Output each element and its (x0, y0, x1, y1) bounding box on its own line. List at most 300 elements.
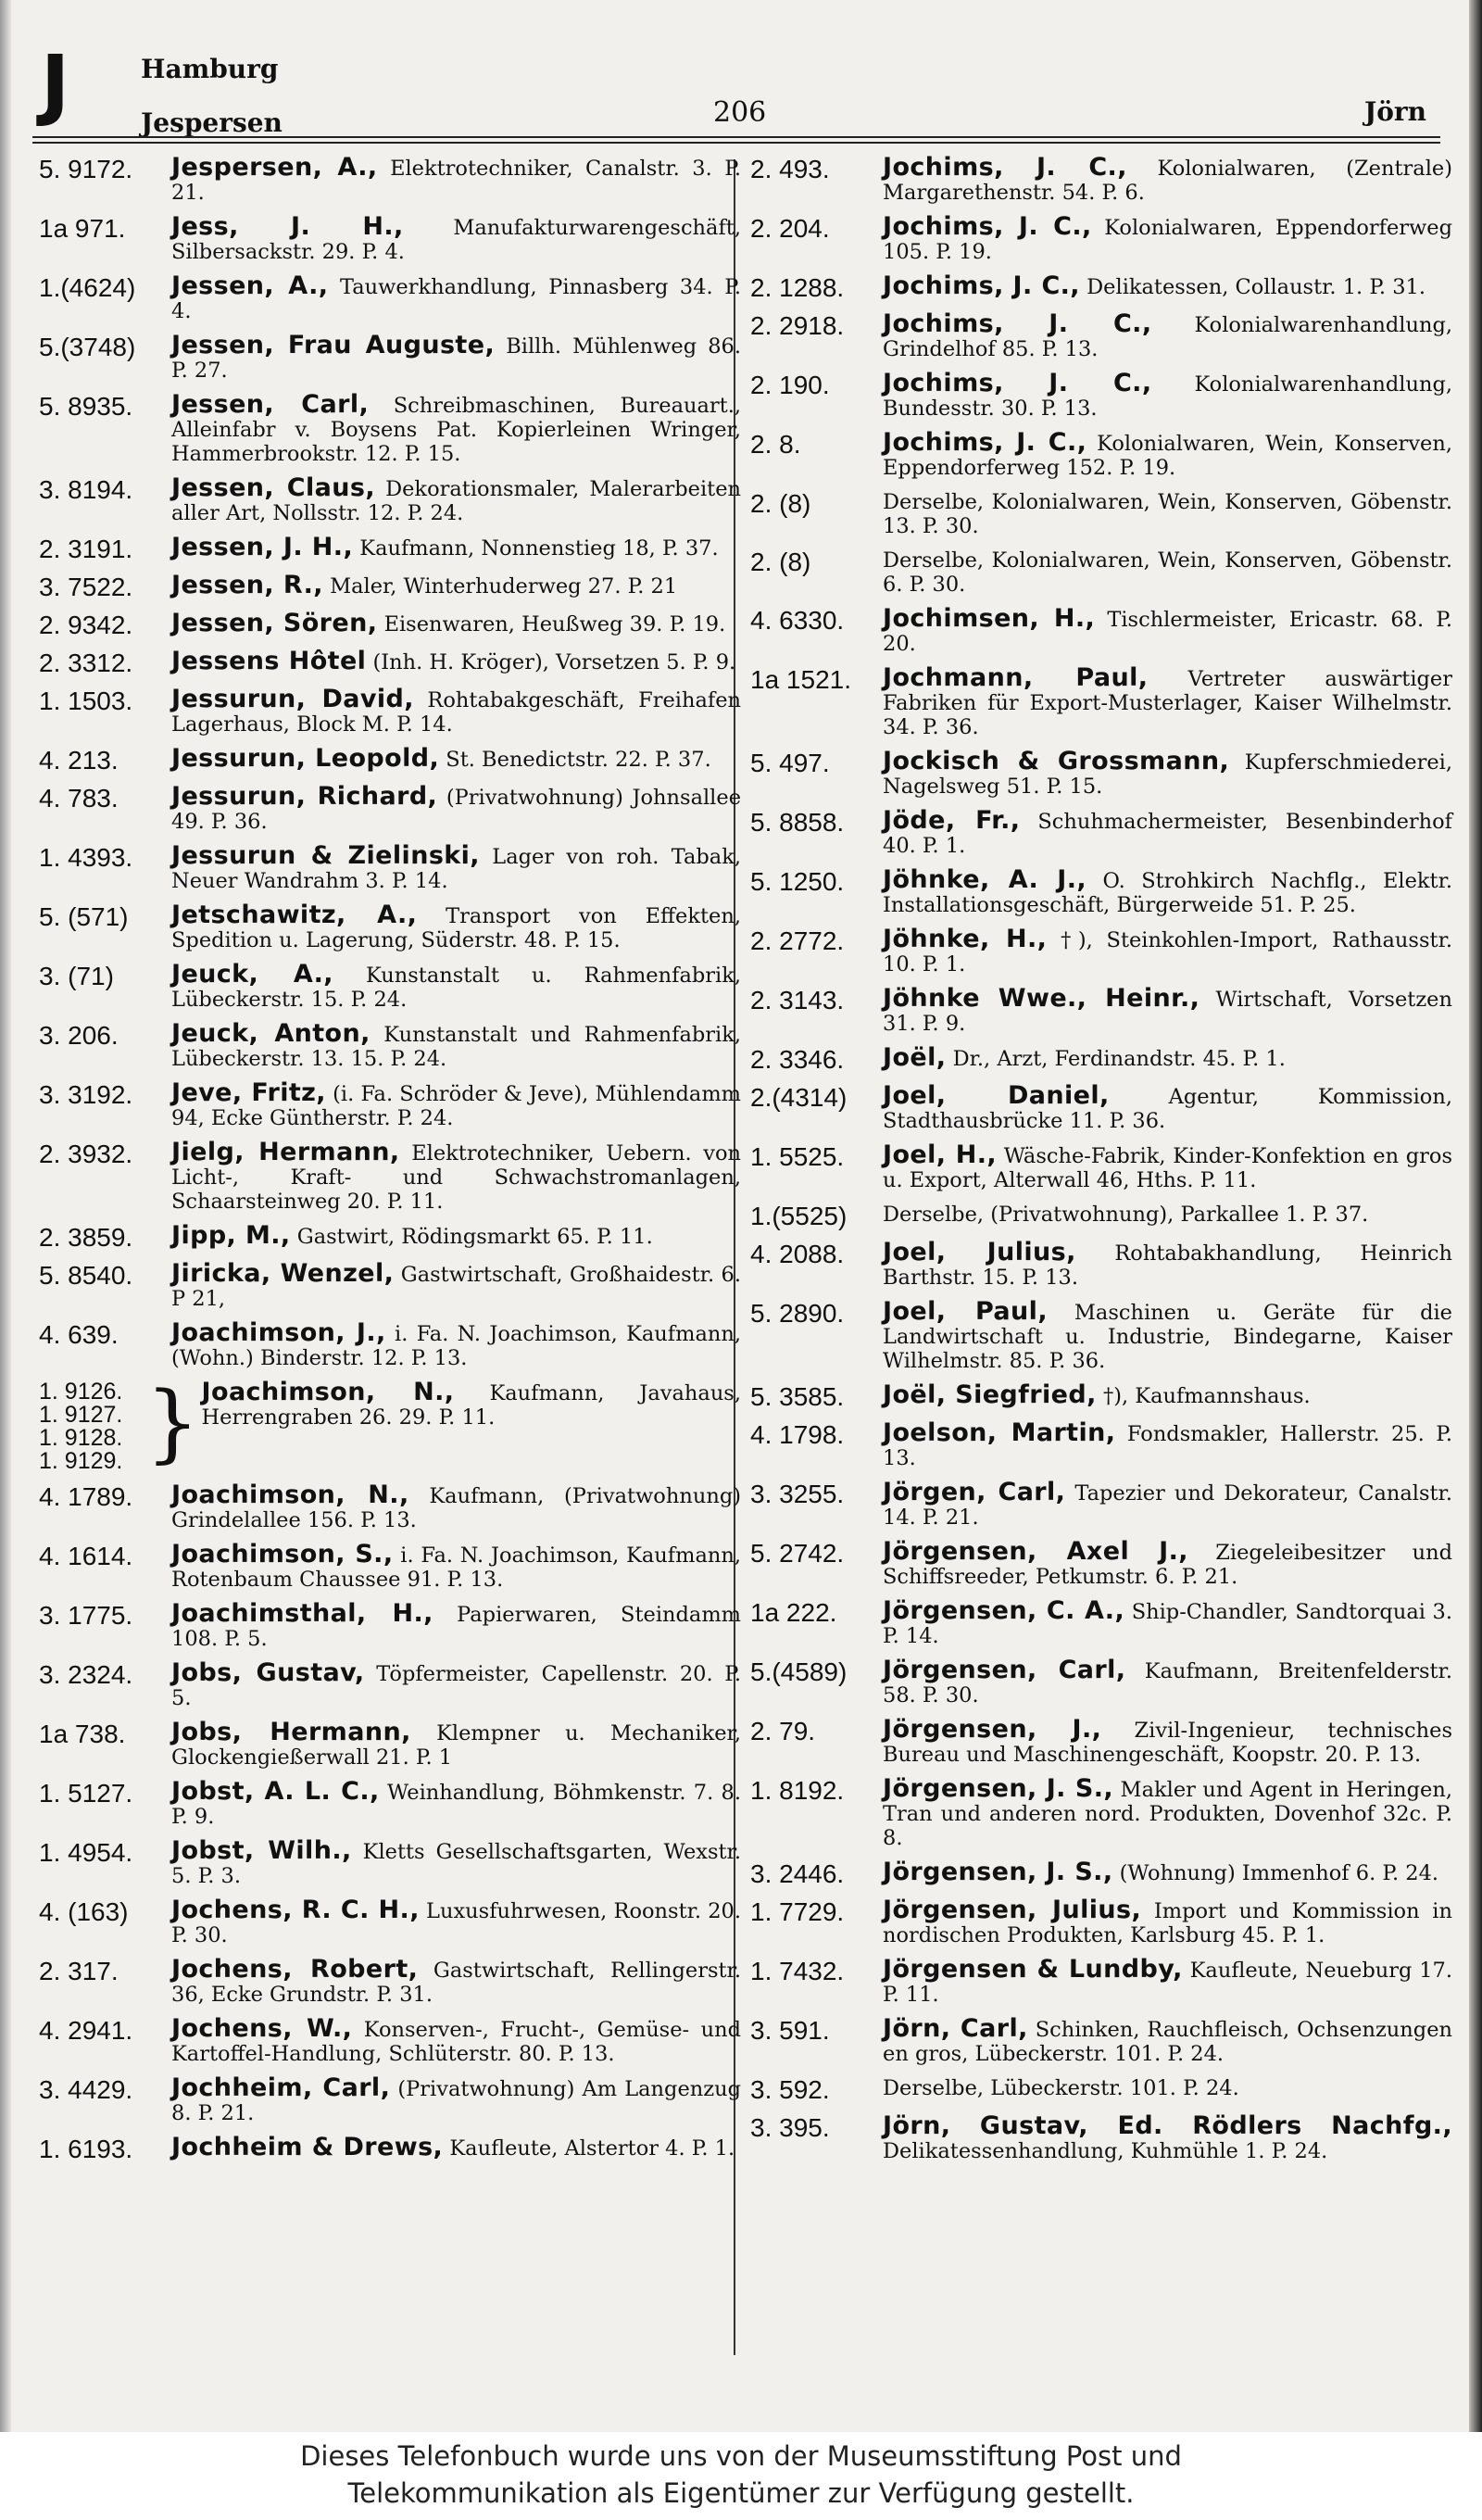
entry-name: Jeuck, Anton, (171, 1019, 370, 1048)
phone-number: 2. 2918. (750, 311, 845, 340)
phone-number: 5. 2890. (750, 1299, 845, 1328)
phone-number: 3. 2446. (750, 1859, 845, 1888)
entry-details: (Wohnung) Immenhof 6. P. 24. (1119, 1861, 1439, 1885)
phone-number: 4. 2088. (750, 1240, 845, 1268)
directory-entry (39, 2133, 741, 2163)
phone-number: 4. 639. (39, 1320, 119, 1349)
entry-text (883, 663, 1453, 739)
directory-entry (39, 1318, 741, 1370)
directory-entry (39, 1221, 741, 1252)
entry-text (883, 1898, 1452, 1947)
directory-entry (750, 1140, 1452, 1192)
phone-number: 3. 8194. (39, 475, 133, 504)
directory-entry (750, 1081, 1452, 1133)
phone-number: 3. 3192. (39, 1080, 133, 1109)
entry-details: Kaufleute, Neueburg 17. P. 11. (883, 1959, 1452, 2007)
directory-entry (39, 271, 741, 323)
directory-entry (39, 2014, 741, 2066)
phone-number: 2. 3312. (39, 649, 133, 677)
entry-details: St. Benedictstr. 22. P. 37. (446, 748, 711, 772)
entry-details: Kaufmann, Javahaus, Herrengraben 26. 29. P. 11. (201, 1381, 742, 1430)
entry-text (171, 903, 741, 952)
entry-details: Tauwerkhandlung, Pinnasberg 34. P. 4. (171, 275, 741, 323)
entry-name: Jessens Hôtel (171, 647, 367, 675)
entry-details: Kolonialwarenhandlung, Bundesstr. 30. P. 13. (883, 372, 1452, 421)
directory-entry (39, 1898, 741, 1947)
entry-text (883, 1955, 1452, 2007)
phone-number: 2. 2772. (750, 926, 845, 955)
entry-details: Kolonialwaren, (Zentrale) Margarethenstr. 54. P. 6. (883, 157, 1452, 205)
header-rule-bottom (32, 142, 1440, 144)
phone-number: 1. 9128. (39, 1425, 123, 1451)
phone-number: 2. 204. (750, 214, 830, 243)
phone-number: 2. (8) (750, 489, 811, 518)
entry-text (883, 212, 1453, 264)
directory-entry (39, 611, 741, 639)
entry-details: Schuhmachermeister, Besenbinderhof 40. P. 1. (883, 810, 1453, 858)
phone-number: 2. 3346. (750, 1045, 845, 1074)
directory-entry (39, 1480, 741, 1532)
entry-text (883, 1658, 1452, 1707)
entry-details: Kaufmann, (Privatwohnung) Grindelallee 156. P. 13. (171, 1484, 741, 1532)
phone-number: 2. 3191. (39, 535, 133, 563)
phone-number: 4. 1614. (39, 1542, 133, 1570)
entry-details: Weinhandlung, Böhmkenstr. 7. 8. P. 9. (171, 1781, 742, 1829)
entry-details: Kaufmann, Nonnenstieg 18, P. 37. (359, 536, 719, 561)
entry-name: Jochims, J. C., (883, 428, 1087, 457)
entry-name: Jessurun & Zielinski, (171, 841, 480, 870)
phone-number: 2. 190. (750, 371, 830, 399)
phone-number: 3. 7522. (39, 573, 133, 601)
entry-text (883, 984, 1452, 1036)
entry-text (171, 1221, 741, 1250)
directory-entry (39, 1540, 742, 1592)
entry-name: Jetschawitz, A., (171, 901, 418, 929)
entry-text (171, 1140, 741, 1214)
phone-number: 2. 79. (750, 1717, 816, 1745)
directory-entry (750, 548, 1452, 597)
entry-name: Jochimsen, H., (883, 604, 1096, 633)
phone-number: 3. 592. (750, 2075, 830, 2104)
directory-entry (39, 1078, 741, 1130)
phone-number: 1. 9127. (39, 1402, 123, 1428)
directory-entry (39, 1019, 742, 1071)
phone-number: 1. 7729. (750, 1897, 845, 1926)
entry-text (883, 428, 1452, 480)
right-column (750, 153, 1453, 2174)
phone-number: 2. (8) (750, 548, 811, 576)
entry-name: Jessen, Sören, (171, 609, 378, 637)
entry-text (171, 573, 741, 598)
directory-entry (39, 1836, 741, 1888)
phone-number: 1. 5127. (39, 1779, 133, 1808)
entry-details: †), Steinkohlen-Import, Rathausstr. 10. P. 1. (883, 928, 1452, 976)
phone-number: 1.(4624) (39, 273, 136, 302)
entry-details: Maschinen u. Geräte für die Landwirtschaft u. Industrie, Bindegarne, Kaiser Wilhelmstr. 85. P. 36. (883, 1301, 1452, 1373)
entry-text (171, 1599, 741, 1651)
directory-entry (750, 2076, 1452, 2104)
entry-text (883, 806, 1453, 858)
phone-number: 5. (571) (39, 902, 129, 931)
entry-text (171, 153, 742, 205)
entry-details: Kolonialwaren, Wein, Konserven, Eppendorferweg 152. P. 19. (883, 432, 1452, 480)
phone-number: 3. 395. (750, 2113, 830, 2142)
entry-details: (Privatwohnung) Am Langenzug 8. P. 21. (171, 2077, 741, 2125)
phone-number: 2. 3932. (39, 1140, 133, 1168)
phone-number: 1a 1521. (750, 665, 851, 694)
directory-entry (750, 984, 1452, 1036)
entry-text (171, 271, 741, 323)
entry-name: Joël, Siegfried, (883, 1380, 1097, 1409)
left-column (39, 153, 742, 2174)
entry-details: Derselbe, Lübeckerstr. 101. P. 24. (883, 2076, 1239, 2100)
entry-name: Jochims, J. C., (883, 212, 1092, 241)
entry-details: Rohtabakhandlung, Heinrich Barthstr. 15. P. 13. (883, 1241, 1452, 1290)
header-rule-top (32, 136, 1440, 138)
page-number: 206 (713, 96, 767, 129)
phone-number: 1a 738. (39, 1720, 126, 1748)
directory-entry (39, 1955, 741, 2007)
entry-details: Kaufmann, Breitenfelderstr. 58. P. 30. (883, 1659, 1452, 1707)
entry-name: Joachimsthal, H., (171, 1599, 433, 1628)
entry-details: Gastwirt, Rödingsmarkt 65. P. 11. (296, 1225, 653, 1249)
directory-entry (39, 1140, 741, 1214)
directory-entry (750, 1418, 1453, 1470)
directory-entry (39, 390, 741, 466)
phone-number: 5. 497. (750, 749, 830, 777)
entry-details: Derselbe, Kolonialwaren, Wein, Konserven, Göbenstr. 6. P. 30. (883, 548, 1452, 597)
entry-details: Lager von roh. Tabak, Neuer Wandrahm 3. P. 14. (171, 845, 741, 893)
entry-text (171, 1259, 741, 1311)
directory-entry (750, 271, 1452, 302)
entry-name: Jochheim, Carl, (171, 2073, 391, 2102)
phone-number: 1. 5525. (750, 1142, 845, 1171)
phone-number: 4. 213. (39, 746, 119, 775)
entry-name: Jochens, Robert, (171, 1955, 419, 1984)
phone-number: 1. 7432. (750, 1957, 845, 1985)
directory-entry (39, 1373, 742, 1474)
entry-text (171, 212, 741, 264)
entry-name: Jessurun, David, (171, 685, 414, 713)
entry-text (171, 2073, 741, 2125)
directory-entry (750, 1043, 1452, 1074)
directory-entry (39, 331, 742, 383)
entry-text (171, 1019, 742, 1071)
directory-entry (750, 1238, 1452, 1290)
entry-details: Wäsche-Fabrik, Kinder-Konfektion en gros u. Export, Alterwall 46, Hths. P. 11. (883, 1144, 1452, 1192)
entry-name: Jörgensen, Carl, (883, 1656, 1126, 1684)
entry-text (171, 1318, 741, 1370)
entry-details: Rohtabakgeschäft, Freihafen Lagerhaus, Block M. P. 14. (171, 688, 741, 737)
phone-number: 1. 9126. (39, 1379, 123, 1405)
directory-entry (39, 903, 741, 952)
phone-number: 3. 3255. (750, 1480, 845, 1508)
entry-text (171, 1777, 742, 1829)
directory-entry (39, 960, 741, 1012)
entry-text (883, 1596, 1452, 1648)
entry-name: Jeuck, A., (171, 960, 333, 989)
entry-text (883, 1203, 1452, 1227)
entry-name: Jess, J. H., (171, 212, 404, 241)
entry-details: Ziegeleibesitzer und Schiffsreeder, Petkumstr. 6. P. 21. (883, 1541, 1452, 1589)
phone-number: 1. 8192. (750, 1776, 845, 1805)
entry-details: †), Kaufmannshaus. (1102, 1384, 1311, 1408)
phone-number: 2. 1288. (750, 273, 845, 302)
entry-details: Dekorationsmaler, Malerarbeiten aller Art, Nollsstr. 12. P. 24. (171, 477, 741, 525)
entry-name: Joel, H., (883, 1140, 998, 1169)
entry-text (171, 533, 741, 561)
entry-text (883, 1238, 1452, 1290)
directory-entry (750, 865, 1453, 917)
entry-details: (Inh. H. Kröger), Vorsetzen 5. P. 9. (372, 650, 736, 674)
phone-number: 5. 1250. (750, 867, 845, 896)
phone-number: 1. 6193. (39, 2135, 133, 2163)
directory-entry (750, 1380, 1452, 1411)
directory-entry (39, 841, 741, 893)
entry-text (883, 1081, 1452, 1133)
entry-text (171, 782, 742, 834)
directory-entry (39, 1599, 741, 1651)
entry-text (171, 1540, 742, 1592)
phone-number: 1. 4393. (39, 843, 133, 872)
entry-text (171, 1658, 741, 1710)
entry-details: Fondsmakler, Hallerstr. 25. P. 13. (883, 1422, 1453, 1470)
entry-details: Papierwaren, Steindamm 108. P. 5. (171, 1603, 741, 1651)
phone-number: 1a 971. (39, 214, 126, 243)
entry-name: Jörgen, Carl, (883, 1478, 1066, 1506)
entry-name: Joachimson, N., (171, 1480, 409, 1509)
directory-entry (39, 649, 741, 677)
entry-details: Kaufleute, Alstertor 4. P. 1. (449, 2136, 735, 2161)
entry-details: Gastwirtschaft, Rellingerstr. 36, Ecke Grundstr. P. 31. (171, 1959, 741, 2007)
entry-name: Jessen, Claus, (171, 473, 376, 502)
directory-entry (750, 1480, 1452, 1530)
entry-text (883, 1537, 1452, 1589)
directory-entry (39, 212, 741, 264)
entry-text (171, 611, 741, 636)
directory-entry (39, 1777, 742, 1829)
directory-entry (39, 744, 741, 775)
entry-details: Kolonialwaren, Eppendorferweg 105. P. 19. (883, 216, 1453, 264)
phone-number: 5. 8935. (39, 392, 133, 421)
entry-details: Schreibmaschinen, Bureauart., Alleinfabr v. Boysens Pat. Kopierleinen Wringer, Hammerbrookstr. 12. P. 15. (171, 394, 741, 466)
entry-name: Jobst, A. L. C., (171, 1777, 380, 1806)
entry-text (883, 865, 1453, 917)
entry-name: Jörn, Gustav, Ed. Rödlers Nachfg., (883, 2111, 1452, 2140)
entry-text (883, 1043, 1452, 1072)
entry-name: Jörgensen, J. S., (883, 1858, 1113, 1886)
directory-entry (750, 1898, 1452, 1947)
phone-number: 1. 9129. (39, 1448, 123, 1474)
directory-entry (39, 1658, 741, 1710)
entry-text (171, 1955, 741, 2007)
directory-entry (750, 747, 1453, 799)
directory-entry (750, 1297, 1452, 1373)
entry-name: Jobs, Gustav, (171, 1658, 365, 1687)
entry-details: Delikatessen, Collaustr. 1. P. 31. (1086, 275, 1426, 299)
entry-name: Jessurun, Leopold, (171, 744, 440, 773)
phone-number: 1. 1503. (39, 687, 133, 715)
entry-details: Kupferschmiederei, Nagelsweg 51. P. 15. (883, 750, 1453, 799)
entry-name: Jessen, J. H., (171, 533, 354, 561)
entry-name: Jöhnke, A. J., (883, 865, 1087, 894)
entry-details: Agentur, Kommission, Stadthausbrücke 11. P. 36. (883, 1085, 1452, 1133)
entry-text (171, 331, 742, 383)
entry-text (883, 548, 1452, 597)
directory-entry (39, 782, 742, 834)
directory-entry (750, 1596, 1452, 1648)
entry-name: Jockisch & Grossmann, (883, 747, 1230, 775)
entry-details: Derselbe, Kolonialwaren, Wein, Konserven, Göbenstr. 13. P. 30. (883, 490, 1452, 538)
directory-entry (750, 604, 1453, 656)
entry-text (883, 1715, 1452, 1767)
entry-details: Gastwirtschaft, Großhaidestr. 6. P 21, (171, 1263, 741, 1311)
entry-details: Eisenwaren, Heußweg 39. P. 19. (383, 612, 726, 636)
entry-details: Elektrotechniker, Uebern. von Licht-, Kraft- und Schwachstromanlagen, Schaarsteinweg 20. P. 11. (171, 1141, 741, 1214)
entry-name: Jochheim & Drews, (171, 2133, 444, 2161)
entry-name: Joachimson, N., (201, 1378, 455, 1406)
entry-name: Jobst, Wilh., (171, 1836, 352, 1865)
entry-name: Jochens, R. C. H., (171, 1896, 420, 1924)
phone-number: 5. 8540. (39, 1261, 133, 1290)
entry-name: Jochims, J. C., (883, 369, 1152, 397)
phone-number: 3. (71) (39, 962, 114, 990)
section-letter: J (41, 38, 70, 129)
entry-text (883, 2014, 1453, 2066)
entry-text (883, 2111, 1452, 2163)
entry-details: Vertreter auswärtiger Fabriken für Export-Musterlager, Kaiser Wilhelmstr. 34. P. 36. (883, 667, 1453, 739)
entry-text (883, 309, 1452, 361)
entry-text (171, 473, 741, 525)
entry-name: Jörn, Carl, (883, 2014, 1028, 2043)
entry-name: Joel, Daniel, (883, 1081, 1110, 1110)
phone-number: 2. 3859. (39, 1223, 133, 1252)
phone-number: 4. 783. (39, 784, 119, 813)
phone-number: 4. 2941. (39, 2016, 133, 2045)
entry-details: Derselbe, (Privatwohnung), Parkallee 1. P. 37. (883, 1203, 1369, 1227)
directory-entry (39, 1259, 741, 1311)
entry-text (171, 649, 741, 674)
entry-details: i. Fa. N. Joachimson, Kaufmann, (Wohn.) Binderstr. 12. P. 13. (171, 1322, 741, 1370)
entry-details: Manufakturwarengeschäft, Silbersackstr. 29. P. 4. (171, 216, 741, 264)
entry-details: Tapezier und Dekorateur, Canalstr. 14. P. 21. (883, 1481, 1452, 1530)
entry-text (171, 1720, 741, 1770)
phone-number: 2.(4314) (750, 1083, 848, 1112)
phone-number: 4. 1789. (39, 1482, 133, 1511)
phone-number: 5. 9172. (39, 155, 133, 183)
directory-entry (750, 2111, 1452, 2163)
entry-details: i. Fa. N. Joachimson, Kaufmann, Rotenbaum Chaussee 91. P. 13. (171, 1544, 742, 1592)
entry-name: Jörgensen, C. A., (883, 1596, 1125, 1625)
directory-entry (750, 1658, 1452, 1707)
entry-name: Jörgensen & Lundby, (883, 1955, 1183, 1984)
entry-text (883, 604, 1453, 656)
directory-entry (750, 1774, 1453, 1850)
entry-details: (i. Fa. Schröder & Jeve), Mühlendamm 94, Ecke Güntherstr. P. 24. (171, 1082, 741, 1130)
directory-entry (39, 687, 741, 737)
directory-entry (750, 2014, 1453, 2066)
phone-number: 2. 3143. (750, 986, 845, 1014)
entry-text (883, 369, 1452, 421)
brace-mark: } (145, 1373, 200, 1472)
phone-number: 2. 493. (750, 155, 830, 183)
entry-text (883, 1140, 1452, 1192)
entry-name: Jiricka, Wenzel, (171, 1259, 395, 1288)
entry-name: Jöhnke, H., (883, 925, 1048, 953)
footer-line-1: Dieses Telefonbuch wurde uns von der Museumsstiftung Post und (300, 2440, 1182, 2472)
phone-number: 5. 3585. (750, 1382, 845, 1411)
entry-text (171, 1898, 741, 1947)
footer-note (0, 2432, 1482, 2520)
directory-entry (750, 1715, 1452, 1767)
entry-details: (Privatwohnung) Johnsallee 49. P. 36. (171, 786, 742, 834)
phone-number: 4. (163) (39, 1897, 129, 1926)
entry-text (171, 1480, 741, 1532)
entry-details: Zivil-Ingenieur, technisches Bureau und Maschinengeschäft, Koopstr. 20. P. 13. (883, 1719, 1452, 1767)
entry-name: Jörgensen, Julius, (883, 1896, 1142, 1924)
phone-number: 5.(4589) (750, 1657, 848, 1686)
entry-text (883, 1297, 1452, 1373)
phone-number: 1. 4954. (39, 1838, 133, 1867)
entry-name: Jörgensen, J., (883, 1715, 1102, 1744)
entry-text (171, 744, 741, 773)
entry-name: Jipp, M., (171, 1221, 291, 1250)
directory-entry (750, 490, 1452, 538)
directory-entry (750, 309, 1452, 361)
entry-text (171, 1836, 741, 1888)
entry-name: Jörgensen, Axel J., (883, 1537, 1188, 1566)
entry-text (883, 153, 1452, 205)
entry-text (883, 1418, 1453, 1470)
entry-details: Kletts Gesellschaftsgarten, Wexstr. 5. P. 3. (171, 1840, 741, 1888)
entry-details: Import und Kommission in nordischen Produkten, Karlsburg 45. P. 1. (883, 1899, 1452, 1947)
entry-details: Schinken, Rauchfleisch, Ochsenzungen en gros, Lübeckerstr. 101. P. 24. (883, 2018, 1453, 2066)
entry-name: Jessen, Frau Auguste, (171, 331, 496, 359)
entry-name: Jespersen, A., (171, 153, 378, 182)
entry-name: Jochims, J. C., (883, 153, 1127, 182)
entry-details: Kunstanstalt u. Rahmenfabrik, Lübeckerstr. 15. P. 24. (171, 964, 741, 1012)
entry-name: Joachimson, S., (171, 1540, 394, 1569)
entry-name: Jochens, W., (171, 2014, 353, 2043)
entry-details: Tischlermeister, Ericastr. 68. P. 20. (883, 608, 1453, 656)
entry-name: Joel, Julius, (883, 1238, 1076, 1266)
directory-entry (750, 1955, 1452, 2007)
entry-details: Elektrotechniker, Canalstr. 3. P. 21. (171, 157, 742, 205)
entry-name: Jeve, Fritz, (171, 1078, 326, 1107)
entry-name: Jessen, R., (171, 571, 323, 599)
entry-name: Joachimson, J., (171, 1318, 386, 1347)
phone-number: 2. 8. (750, 430, 801, 459)
entry-text (883, 747, 1453, 799)
entry-text (883, 1380, 1452, 1409)
entry-name: Jochmann, Paul, (883, 663, 1149, 692)
entry-text (883, 1860, 1452, 1885)
entry-details: Makler und Agent in Heringen, Tran und anderen nord. Produkten, Dovenhof 32c. P. 8. (883, 1778, 1453, 1850)
entry-details: Ship-Chandler, Sandtorquai 3. P. 14. (883, 1600, 1452, 1648)
directory-entry (750, 212, 1453, 264)
directory-entry (39, 533, 741, 563)
entry-text (883, 1480, 1452, 1530)
entry-name: Jessen, A., (171, 271, 329, 300)
phone-number: 5. 8858. (750, 808, 845, 837)
phone-number: 4. 6330. (750, 606, 845, 635)
directory-entry (750, 663, 1453, 739)
entry-text (883, 490, 1452, 538)
entry-details: Luxusfuhrwesen, Roonstr. 20. P. 30. (171, 1899, 741, 1947)
directory-entry (39, 153, 742, 205)
entry-details: Maler, Winterhuderweg 27. P. 21 (330, 574, 678, 598)
entry-name: Jöhnke Wwe., Heinr., (883, 984, 1200, 1013)
